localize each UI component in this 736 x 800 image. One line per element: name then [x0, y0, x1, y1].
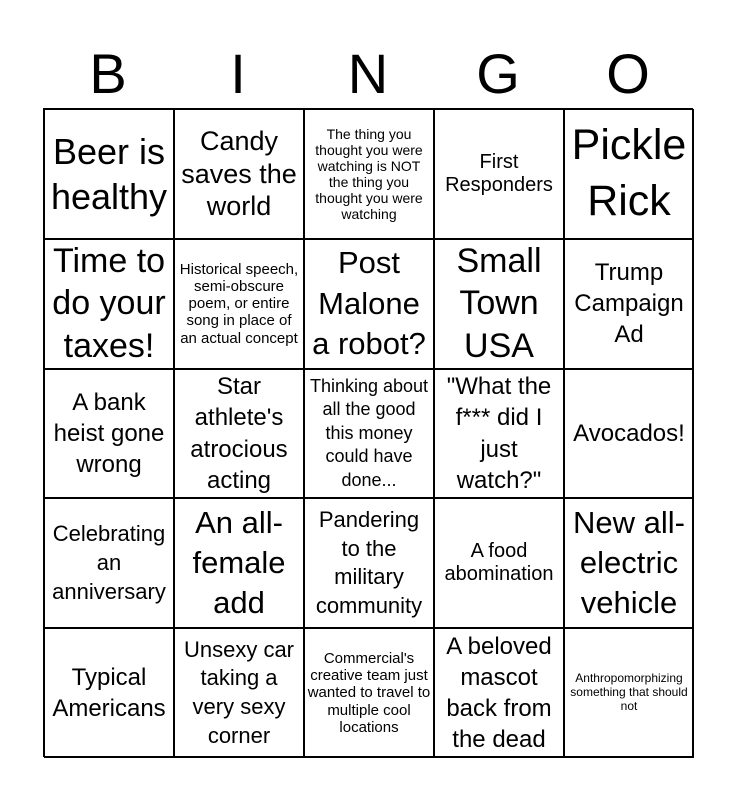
bingo-cell[interactable]: A food abomination — [434, 498, 564, 628]
bingo-cell[interactable]: Unsexy car taking a very sexy corner — [174, 628, 304, 758]
bingo-cell[interactable]: Thinking about all the good this money could have done... — [304, 369, 434, 499]
bingo-cell[interactable]: Typical Americans — [44, 628, 174, 758]
bingo-cell[interactable]: Pickle Rick — [564, 109, 694, 239]
bingo-cell[interactable]: Post Malone a robot? — [304, 239, 434, 369]
header-letter-b: B — [89, 42, 127, 105]
bingo-cell[interactable]: Commercial's creative team just wanted to travel to multiple cool locations — [304, 628, 434, 758]
bingo-cell[interactable]: First Responders — [434, 109, 564, 239]
bingo-cell[interactable]: Star athlete's atrocious acting — [174, 369, 304, 499]
bingo-cell[interactable]: A bank heist gone wrong — [44, 369, 174, 499]
bingo-cell[interactable]: Anthropomorphizing something that should not — [564, 628, 694, 758]
bingo-cell[interactable]: Historical speech, semi-obscure poem, or entire song in place of an actual concept — [174, 239, 304, 369]
header-letter-n: N — [347, 42, 389, 105]
bingo-cell[interactable]: Avocados! — [564, 369, 694, 499]
header-letter-g: G — [476, 42, 520, 105]
bingo-header — [43, 40, 693, 108]
bingo-cell[interactable]: Beer is healthy — [44, 109, 174, 239]
bingo-cell[interactable]: Small Town USA — [434, 239, 564, 369]
bingo-cell[interactable]: The thing you thought you were watching is NOT the thing you thought you were watching — [304, 109, 434, 239]
header-letter-o: O — [606, 42, 650, 105]
bingo-cell[interactable]: Candy saves the world — [174, 109, 304, 239]
bingo-cell[interactable]: Trump Campaign Ad — [564, 239, 694, 369]
bingo-grid — [43, 108, 693, 757]
bingo-cell[interactable]: Time to do your taxes! — [44, 239, 174, 369]
bingo-cell[interactable]: A beloved mascot back from the dead — [434, 628, 564, 758]
bingo-cell[interactable]: Celebrating an anniversary — [44, 498, 174, 628]
header-letter-i: I — [230, 42, 246, 105]
bingo-cell[interactable]: An all-female add — [174, 498, 304, 628]
bingo-cell[interactable]: "What the f*** did I just watch?" — [434, 369, 564, 499]
bingo-cell[interactable]: New all-electric vehicle — [564, 498, 694, 628]
bingo-cell[interactable]: Pandering to the military community — [304, 498, 434, 628]
